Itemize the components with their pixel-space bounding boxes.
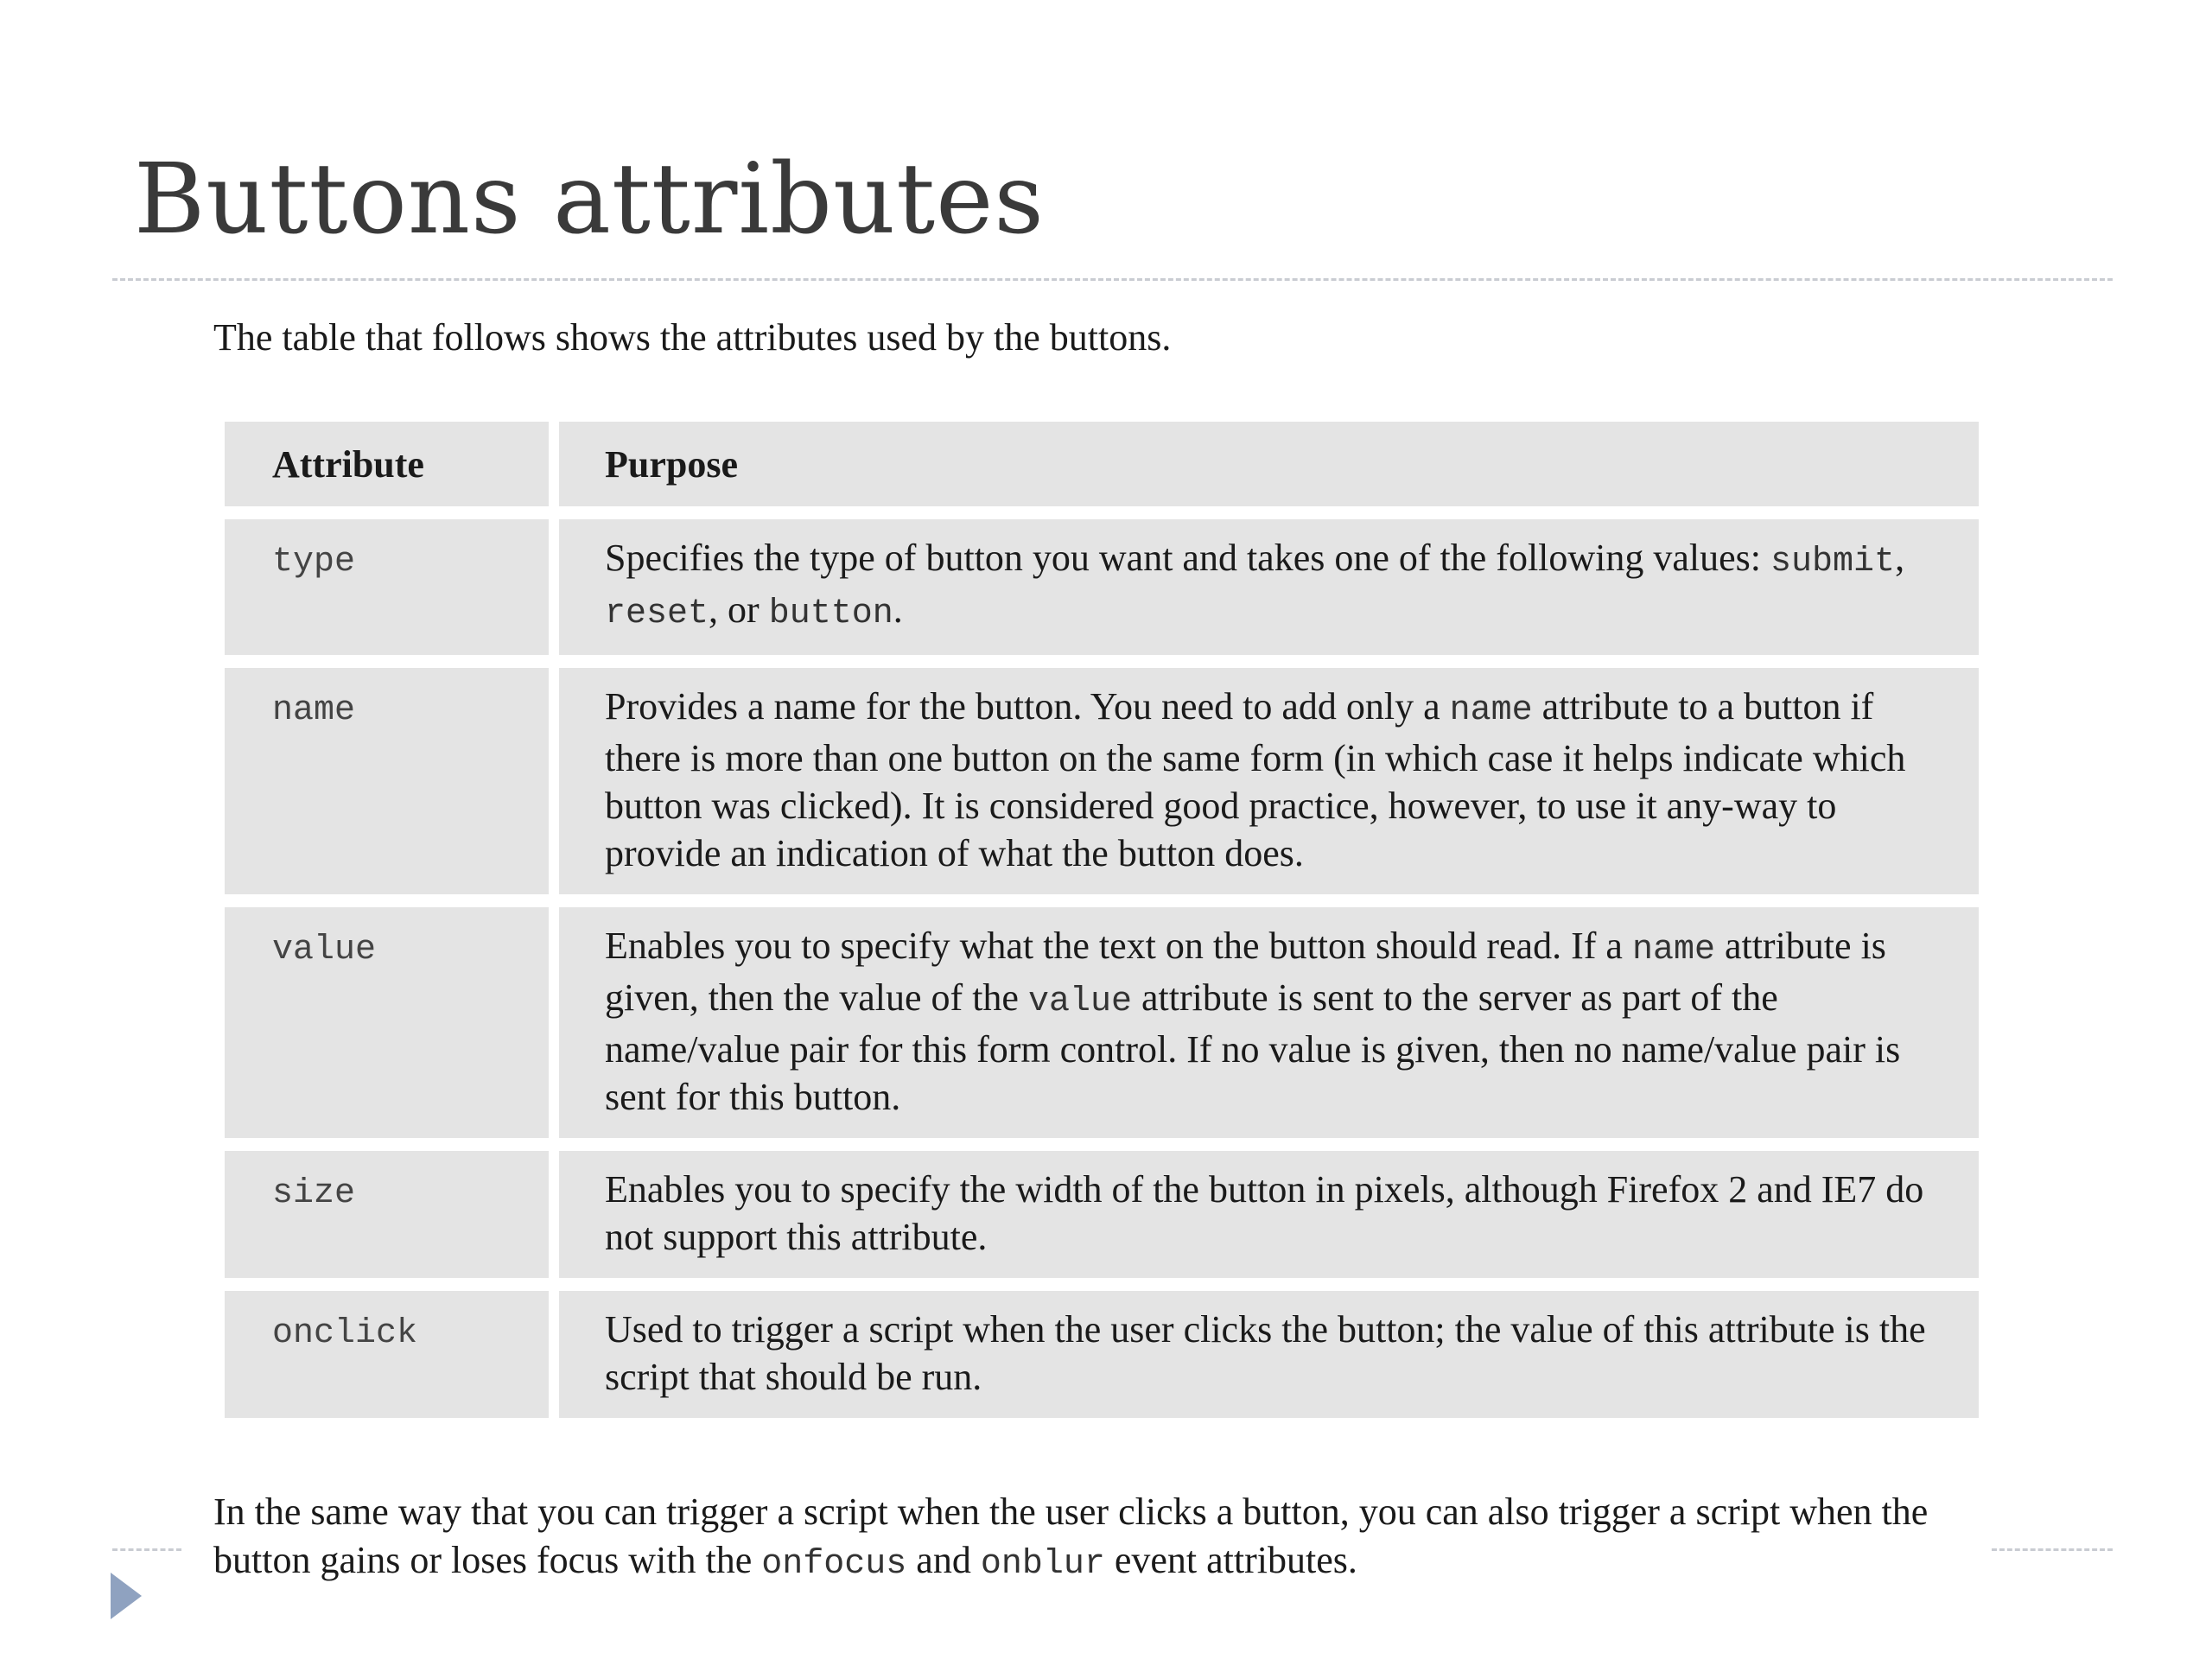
header-attribute: Attribute <box>225 422 559 506</box>
table-row <box>225 1291 1979 1418</box>
attribute-name: size <box>272 1174 356 1213</box>
purpose-cell <box>559 668 1979 894</box>
text-run: In the same way that you can trigger a script when the user clicks a button, you can also trigger a script when the button gains or loses focus with the <box>213 1491 1929 1581</box>
table-row <box>225 907 1979 1138</box>
code-text: submit <box>1770 543 1896 582</box>
text-run: , or <box>709 588 769 631</box>
text-run: attribute is sent to the server as part of the name/value pair for this form control. If no value is given, then no name/value pair is sent for this button. <box>605 976 1901 1118</box>
attribute-name: name <box>272 691 356 730</box>
slide-bullet-icon <box>111 1573 142 1619</box>
footer-divider-left <box>112 1548 181 1551</box>
code-text: name <box>1631 931 1715 969</box>
attribute-name: onclick <box>272 1314 418 1353</box>
code-text: onblur <box>980 1545 1105 1584</box>
outro-text <box>213 1488 1985 1589</box>
text-run: attribute to a button if there is more than one button on the same form (in which case it helps indicate which button was clicked). It is considered good practice, however, to use it any-way to provide an indication of what the button does. <box>605 685 1906 874</box>
table-row <box>225 668 1979 894</box>
attribute-cell <box>225 668 559 894</box>
intro-text: The table that follows shows the attributes used by the buttons. <box>213 316 1172 359</box>
text-run: Used to trigger a script when the user clicks the button; the value of this attribute is the script that should be run. <box>605 1308 1926 1398</box>
attribute-cell <box>225 1151 559 1278</box>
purpose-cell <box>559 907 1979 1138</box>
text-run: and <box>906 1539 981 1581</box>
text-run: Enables you to specify what the text on the button should read. If a <box>605 925 1632 967</box>
code-text: button <box>768 594 893 633</box>
header-purpose: Purpose <box>559 422 1979 506</box>
code-text: name <box>1449 691 1533 730</box>
footer-divider-right <box>1992 1548 2113 1551</box>
code-text: onfocus <box>761 1545 907 1584</box>
attribute-cell <box>225 907 559 1138</box>
table-row <box>225 1151 1979 1278</box>
purpose-cell <box>559 519 1979 655</box>
table-header-row <box>225 422 1979 506</box>
table-row <box>225 519 1979 655</box>
text-run: , <box>1895 537 1905 579</box>
text-run: Enables you to specify the width of the button in pixels, although Firefox 2 and IE7 do not support this attribute. <box>605 1168 1924 1258</box>
attribute-name: value <box>272 931 377 969</box>
attribute-name: type <box>272 543 356 582</box>
text-run: Provides a name for the button. You need to add only a <box>605 685 1450 728</box>
text-run: event attributes. <box>1104 1539 1357 1581</box>
title-divider <box>112 278 2113 281</box>
attributes-table <box>225 409 1979 1431</box>
code-text: reset <box>605 594 709 633</box>
attribute-cell <box>225 1291 559 1418</box>
attribute-cell <box>225 519 559 655</box>
table-body <box>225 519 1979 1418</box>
code-text: value <box>1027 982 1132 1021</box>
text-run: . <box>893 588 903 631</box>
text-run: attribute is given, then the value of the <box>605 925 1886 1019</box>
text-run: Specifies the type of button you want and takes one of the following values: <box>605 537 1771 579</box>
slide-title: Buttons attributes <box>134 143 1045 256</box>
purpose-cell <box>559 1291 1979 1418</box>
purpose-cell <box>559 1151 1979 1278</box>
